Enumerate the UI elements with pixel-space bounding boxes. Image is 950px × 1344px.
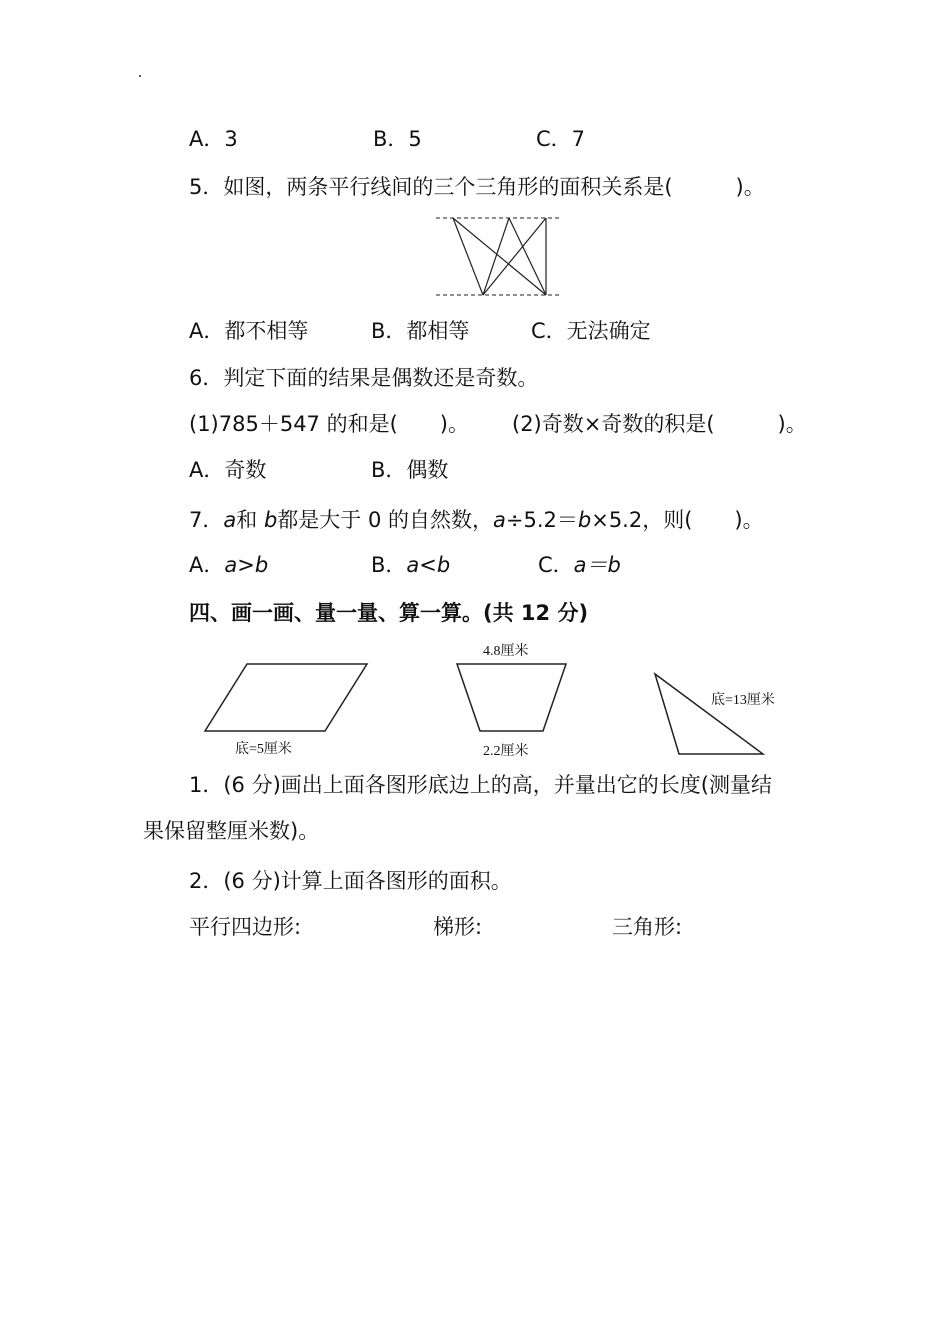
q7-option-a-expr: a>b [224, 553, 269, 577]
trapezoid-bottom-label: 2.2厘米 [483, 744, 529, 759]
q7-text1: 和 [236, 508, 258, 532]
q7-option-c-prefix: C． [538, 553, 574, 577]
answer-triangle[interactable]: 三角形: [612, 915, 683, 939]
q7-eq-b: b [577, 508, 592, 532]
q4-option-b[interactable]: B．5 [373, 127, 422, 151]
triangle-figure [650, 670, 770, 758]
section4-q1-line1: 1．(6 分)画出上面各图形底边上的高，并量出它的长度(测量结 [189, 773, 772, 797]
trapezoid-figure [452, 660, 572, 735]
parallelogram-base-label: 底=5厘米 [235, 742, 292, 757]
triangle-base-label: 底=13厘米 [711, 693, 775, 708]
q7-option-a[interactable] [189, 552, 268, 578]
section4-q1-line2: 果保留整厘米数)。 [143, 819, 320, 843]
answer-trapezoid[interactable]: 梯形: [433, 915, 483, 939]
answer-parallelogram[interactable]: 平行四边形: [189, 915, 302, 939]
q7-text2: 都是大于 0 的自然数， [277, 508, 493, 532]
q7-option-b[interactable] [371, 552, 450, 578]
q7-eq-mid: ÷5.2＝ [505, 508, 578, 532]
q6-part1: (1)785＋547 的和是( )。 [189, 412, 469, 436]
q7-stem [189, 507, 764, 533]
trapezoid-top-label: 4.8厘米 [483, 644, 529, 659]
q5-stem: 5．如图，两条平行线间的三个三角形的面积关系是( )。 [189, 175, 765, 199]
q7-var-b: b [263, 508, 278, 532]
q7-var-a: a [223, 508, 237, 532]
q5-parallel-triangles-figure [436, 216, 560, 298]
q7-number: 7． [189, 508, 224, 532]
q7-option-b-expr: a<b [406, 553, 451, 577]
q7-option-b-prefix: B． [371, 553, 407, 577]
q6-option-a[interactable]: A．奇数 [189, 458, 267, 482]
q5-option-b[interactable]: B．都相等 [371, 319, 470, 343]
q4-option-a[interactable]: A．3 [189, 127, 238, 151]
q7-option-a-prefix: A． [189, 553, 225, 577]
q6-part2: (2)奇数×奇数的积是( )。 [512, 412, 807, 436]
q6-stem: 6．判定下面的结果是偶数还是奇数。 [189, 366, 539, 390]
q5-option-a[interactable]: A．都不相等 [189, 319, 309, 343]
q7-eq-end: ×5.2，则( )。 [591, 508, 764, 532]
q4-option-c[interactable]: C．7 [536, 127, 586, 151]
q7-option-c[interactable] [538, 552, 621, 578]
q6-option-b[interactable]: B．偶数 [371, 458, 449, 482]
q5-option-c[interactable]: C．无法确定 [531, 319, 651, 343]
q7-option-c-expr: a＝b [573, 553, 621, 577]
page-mark [139, 75, 141, 77]
section4-title: 四、画一画、量一量、算一算。(共 12 分) [189, 601, 589, 625]
section4-q2: 2．(6 分)计算上面各图形的面积。 [189, 869, 512, 893]
parallelogram-figure [200, 660, 372, 735]
q7-eq-a: a [493, 508, 506, 532]
